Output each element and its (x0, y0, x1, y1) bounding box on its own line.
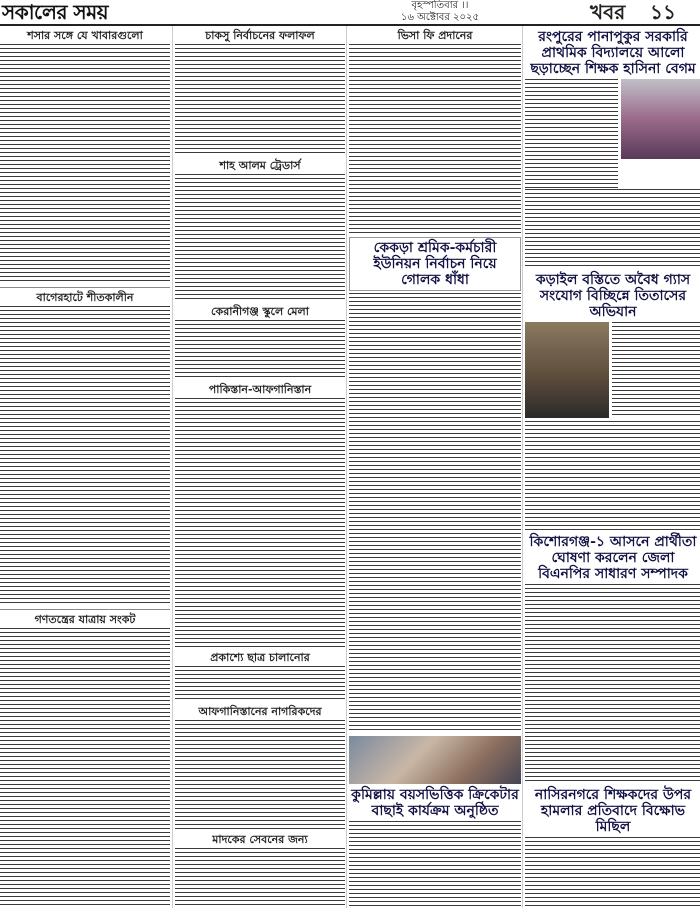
article-body (525, 79, 618, 189)
article-body (525, 584, 700, 784)
column-1 (0, 26, 170, 908)
page-number: ১১ (650, 0, 676, 24)
headline-traders: শাহ আলম ট্রেডার্স (219, 159, 301, 172)
article-body (175, 398, 345, 648)
teacher-photo (621, 79, 700, 159)
headline-fair: কেরানীগঞ্জ স্কুলে মেলা (211, 305, 309, 318)
headline-rangpur-teacher: রংপুরের পানাপুকুর সরকারি প্রাথমিক বিদ্যালয়ে আলো ছড়াচ্ছেন শিক্ষক হাসিনা বেগম (530, 29, 696, 77)
article-body (0, 628, 170, 908)
headline-open-drive: প্রকাশ্যে ছাত্র চালানোর (210, 651, 310, 664)
divider (0, 609, 170, 610)
headline-visa: ভিসা ফি প্রদানের (397, 29, 473, 42)
headline-gas-raid: কড়াইল বস্তিতে অবৈধ গ্যাস সংযোগ বিচ্ছিন্নে তিতাসের অভিযান (535, 272, 691, 320)
headline-cucumber: শসার সঙ্গে যে খাবারগুলো (27, 29, 143, 42)
article-body (349, 44, 521, 234)
headline-union: কেকড়া শ্রমিক-কর্মচারী ইউনিয়ন নির্বাচন নিয়ে গোলক ধাঁধা (349, 237, 521, 291)
headline-drugs: মাদকের সেবনের জন্য (212, 833, 308, 846)
divider (0, 287, 170, 288)
article-body (175, 174, 345, 302)
article-body (175, 666, 345, 702)
section-name: খবর (590, 0, 626, 24)
gas-story (525, 322, 700, 418)
article-body (175, 848, 345, 908)
column-2 (172, 26, 345, 908)
masthead (0, 0, 700, 26)
headline-afghan-citizens: আফগানিস্তানের নাগরিকদের (198, 705, 322, 718)
article-body (612, 322, 700, 418)
rangpur-story (525, 79, 700, 189)
article-body (525, 189, 700, 269)
article-body (349, 293, 521, 733)
article-body (349, 821, 521, 908)
headline-bagerhat: বাগেরহাটে শীতকালীন (36, 291, 134, 304)
column-3 (346, 26, 521, 908)
article-body (525, 421, 700, 531)
cricket-photo (349, 736, 521, 784)
article-body (0, 44, 170, 284)
issue-date: বৃহস্পতিবার ।। ১৬ অক্টোবর ২০২৫ (400, 0, 480, 23)
headline-kishoreganj: কিশোরগঞ্জ-১ আসনে প্রার্থীতা ঘোষণা করলেন জেলা বিএনপির সাধারণ সম্পাদক (529, 534, 697, 582)
article-body (0, 306, 170, 606)
headline-pak-afghan: পাকিস্তান-আফগানিস্তান (208, 383, 312, 396)
headline-cricket: কুমিল্লায় বয়সভিত্তিক ক্রিকেটার বাছাই কার্যক্রম অনুষ্ঠিত (351, 787, 519, 819)
headline-nasirnagar: নাসিরনগরে শিক্ষকদের উপর হামলার প্রতিবাদে বিক্ষোভ মিছিল (534, 787, 692, 835)
article-body (175, 720, 345, 830)
headline-chaksu: চাকসু নির্বাচনের ফলাফল (205, 29, 315, 42)
article-body (175, 44, 345, 156)
headline-democracy: গণতন্ত্রের যাত্রায় সংকট (34, 613, 136, 626)
column-4 (522, 26, 700, 908)
article-body (175, 320, 345, 380)
newspaper-logo: সকালের সময় (2, 0, 109, 24)
gas-raid-photo (525, 322, 609, 418)
article-body (525, 837, 700, 908)
